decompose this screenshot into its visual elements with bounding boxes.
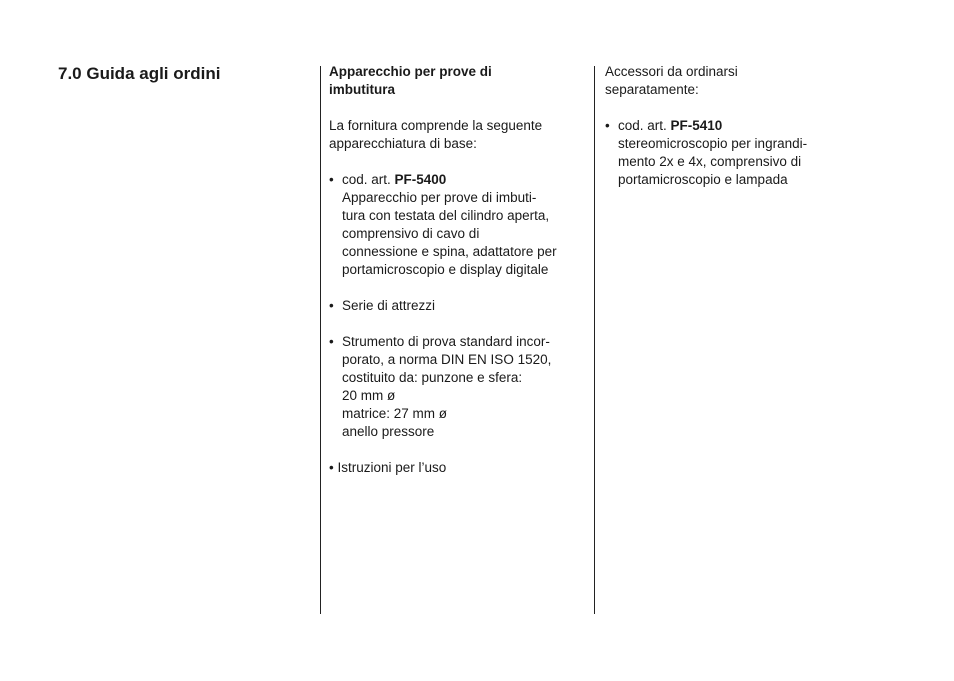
item-line: 20 mm ø [342, 388, 396, 403]
column-accessories [605, 63, 905, 189]
intro-line: apparecchiatura di base: [329, 136, 477, 151]
item-line: costituito da: punzone e sfera: [342, 370, 523, 385]
article-code: PF-5410 [670, 118, 723, 133]
item-code-line [342, 171, 591, 189]
item-line: tura con testata del cilindro aperta, [342, 208, 550, 223]
intro-line: separatamente: [605, 82, 699, 97]
item-code-line [618, 117, 905, 135]
bullet-dot: • [329, 460, 334, 475]
column-title-line: Apparecchio per prove di [329, 64, 492, 79]
column-title-line: imbutitura [329, 82, 395, 97]
item-line: connessione e spina, adattatore per [342, 244, 557, 259]
bullet-dot: • [605, 118, 610, 133]
item-line: porato, a norma DIN EN ISO 1520, [342, 352, 552, 367]
list-item-pf5410 [605, 117, 905, 189]
column-title [329, 63, 591, 99]
intro-text [329, 117, 591, 153]
list-item-test-tool [329, 333, 591, 441]
item-line: comprensivo di cavo di [342, 226, 480, 241]
intro-line: Accessori da ordinarsi [605, 64, 738, 79]
bullet-dot: • [329, 172, 334, 187]
section-heading: 7.0 Guida agli ordini [58, 64, 221, 83]
item-line: Istruzioni per l’uso [337, 460, 447, 475]
article-code: PF-5400 [394, 172, 447, 187]
code-prefix: cod. art. [618, 118, 671, 133]
item-line: Strumento di prova standard incor- [342, 334, 550, 349]
list-item-pf5400 [329, 171, 591, 279]
list-item-instructions [329, 459, 591, 477]
item-line: stereomicroscopio per ingrandi- [618, 136, 808, 151]
bullet-dot: • [329, 334, 334, 349]
column-divider-left [320, 66, 321, 614]
column-divider-right [594, 66, 595, 614]
list-item-tool-set [329, 297, 591, 315]
item-line: matrice: 27 mm ø [342, 406, 448, 421]
item-line: Serie di attrezzi [342, 298, 436, 313]
item-line: Apparecchio per prove di imbuti- [342, 190, 537, 205]
intro-text [605, 63, 905, 99]
intro-line: La fornitura comprende la seguente [329, 118, 543, 133]
bullet-dot: • [329, 298, 334, 313]
item-line: portamicroscopio e lampada [618, 172, 788, 187]
item-line: mento 2x e 4x, comprensivo di [618, 154, 802, 169]
item-line: portamicroscopio e display digitale [342, 262, 549, 277]
column-base-equipment [329, 63, 591, 477]
item-line: anello pressore [342, 424, 435, 439]
code-prefix: cod. art. [342, 172, 395, 187]
